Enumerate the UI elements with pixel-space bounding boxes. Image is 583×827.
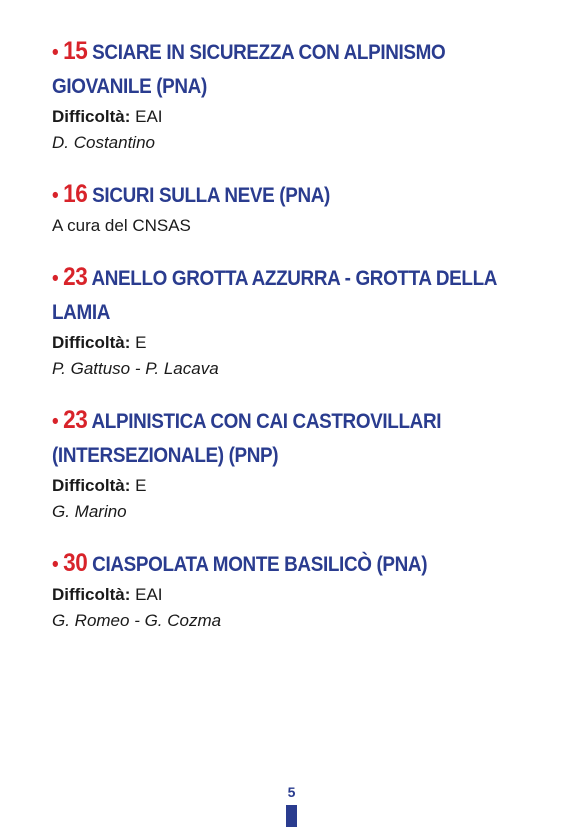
event-difficulty bbox=[52, 330, 552, 356]
event-title-line bbox=[52, 546, 529, 582]
event-title: SICURI SULLA NEVE (PNA) bbox=[92, 184, 330, 207]
event-item bbox=[52, 403, 552, 525]
difficulty-value: E bbox=[135, 333, 147, 352]
event-title-line bbox=[52, 403, 529, 473]
page-number: 5 bbox=[287, 784, 296, 800]
event-leaders: G. Romeo - G. Cozma bbox=[52, 611, 222, 630]
event-leaders: D. Costantino bbox=[52, 133, 155, 152]
bullet-icon: • bbox=[52, 267, 59, 290]
event-leaders: G. Marino bbox=[52, 502, 127, 521]
event-title-line bbox=[52, 34, 529, 104]
bullet-icon: • bbox=[52, 41, 59, 64]
event-item bbox=[52, 177, 552, 239]
event-item bbox=[52, 34, 552, 156]
bullet-icon: • bbox=[52, 553, 59, 576]
difficulty-label: Difficoltà: bbox=[52, 585, 131, 604]
difficulty-value: EAI bbox=[135, 107, 163, 126]
event-difficulty bbox=[52, 104, 552, 130]
page-marker-bar bbox=[286, 805, 297, 827]
event-list bbox=[52, 34, 552, 655]
difficulty-label: Difficoltà: bbox=[52, 476, 131, 495]
event-difficulty bbox=[52, 473, 552, 499]
event-item bbox=[52, 546, 552, 634]
event-title: SCIARE IN SICUREZZA CON ALPINISMO GIOVANILE (PNA) bbox=[52, 41, 446, 98]
event-leaders: P. Gattuso - P. Lacava bbox=[52, 359, 219, 378]
event-title: ANELLO GROTTA AZZURRA - GROTTA DELLA LAMIA bbox=[52, 267, 497, 324]
event-title: CIASPOLATA MONTE BASILICÒ (PNA) bbox=[92, 553, 428, 576]
event-title-line bbox=[52, 177, 529, 213]
event-title: ALPINISTICA CON CAI CASTROVILLARI (INTERSEZIONALE) (PNP) bbox=[52, 410, 442, 467]
event-note: A cura del CNSAS bbox=[52, 216, 191, 235]
event-day: 30 bbox=[63, 549, 88, 577]
event-title-line bbox=[52, 260, 529, 330]
difficulty-label: Difficoltà: bbox=[52, 333, 131, 352]
event-day: 15 bbox=[63, 37, 88, 65]
event-day: 23 bbox=[63, 263, 88, 291]
bullet-icon: • bbox=[52, 410, 59, 433]
difficulty-label: Difficoltà: bbox=[52, 107, 131, 126]
event-item bbox=[52, 260, 552, 382]
event-difficulty bbox=[52, 582, 552, 608]
event-day: 23 bbox=[63, 406, 88, 434]
event-day: 16 bbox=[63, 180, 88, 208]
bullet-icon: • bbox=[52, 184, 59, 207]
difficulty-value: EAI bbox=[135, 585, 163, 604]
difficulty-value: E bbox=[135, 476, 147, 495]
